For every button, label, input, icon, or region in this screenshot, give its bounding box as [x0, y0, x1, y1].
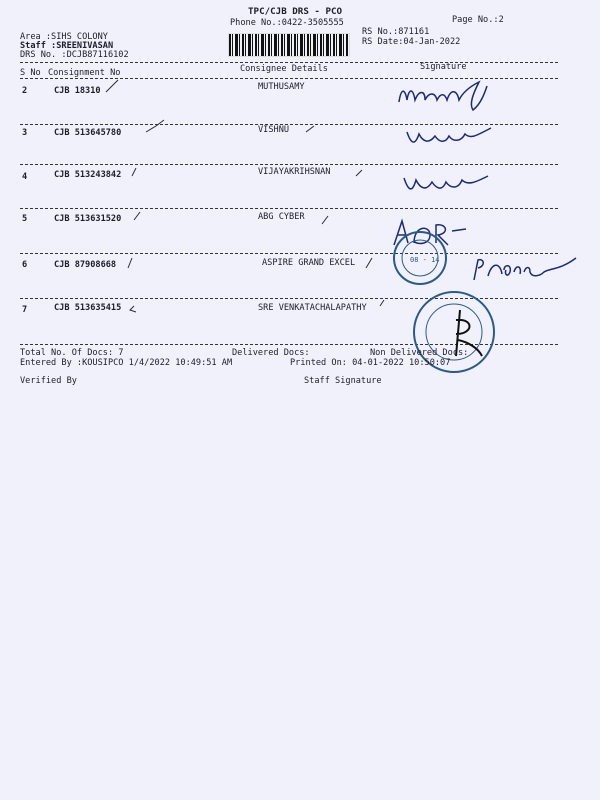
signature-row-3	[405, 124, 495, 154]
tick-mark	[132, 168, 136, 176]
row-sno: 6	[22, 260, 28, 270]
signature-row-2	[395, 78, 495, 118]
phone-number: Phone No.:0422-3505555	[230, 18, 344, 28]
tick-mark	[366, 258, 372, 268]
row-consignee: MUTHUSAMY	[258, 82, 305, 92]
tick-mark	[380, 300, 384, 306]
tick-mark	[130, 306, 136, 312]
row-consignment: CJB 513645780	[54, 128, 122, 138]
col-sno: S No	[20, 68, 41, 78]
tick-mark	[128, 258, 132, 268]
stamp-date: 08 - 14	[410, 256, 440, 264]
verified-by: Verified By	[20, 376, 77, 386]
page-number: Page No.:2	[452, 15, 504, 25]
signature-row-4	[402, 170, 492, 200]
tick-mark	[146, 120, 164, 132]
drs-number: DRS No. :DCJB87116102	[20, 50, 129, 60]
row-consignment: CJB 87908668	[54, 260, 117, 270]
col-signature: Signature	[420, 62, 467, 72]
signature-row-6	[470, 252, 580, 286]
row-sno: 5	[22, 214, 28, 224]
non-delivered-docs: Non Delivered Docs:	[370, 348, 469, 358]
tick-mark	[306, 126, 314, 132]
row-consignment: CJB 18310	[54, 86, 101, 96]
rs-date: RS Date:04-Jan-2022	[362, 37, 461, 47]
tick-mark	[356, 170, 362, 176]
row-sno: 7	[22, 305, 28, 315]
row-consignee: VIJAYAKRIHSNAN	[258, 167, 331, 177]
delivered-docs: Delivered Docs:	[232, 348, 310, 358]
tick-mark	[322, 216, 328, 224]
row-sno: 2	[22, 86, 28, 96]
area-label: Area :SIHS COLONY	[20, 32, 108, 42]
row-sno: 4	[22, 172, 28, 182]
row-consignee: ABG CYBER	[258, 212, 305, 222]
col-consignment: Consignment No	[48, 68, 121, 78]
total-docs: Total No. Of Docs: 7	[20, 348, 124, 358]
row-consignment: CJB 513635415	[54, 303, 122, 313]
company-stamp-icon	[380, 228, 460, 288]
entered-by: Entered By :KOUSIPCO 1/4/2022 10:49:51 AM	[20, 358, 233, 368]
tick-mark	[134, 212, 140, 220]
row-consignee: VISHNU	[258, 125, 290, 135]
col-consignee: Consignee Details	[240, 64, 328, 74]
row-sno: 3	[22, 128, 28, 138]
staff-label: Staff :SREENIVASAN	[20, 41, 114, 51]
row-consignment: CJB 513631520	[54, 214, 122, 224]
staff-signature: Staff Signature	[304, 376, 382, 386]
printed-on: Printed On: 04-01-2022 10:50:07	[290, 358, 451, 368]
rs-number: RS No.:871161	[362, 27, 430, 37]
document-title: TPC/CJB DRS - PCO	[248, 6, 343, 17]
row-consignee: SRE VENKATACHALAPATHY	[258, 303, 367, 313]
row-consignee: ASPIRE GRAND EXCEL	[262, 258, 356, 268]
row-consignment: CJB 513243842	[54, 170, 122, 180]
tick-mark	[106, 80, 118, 92]
